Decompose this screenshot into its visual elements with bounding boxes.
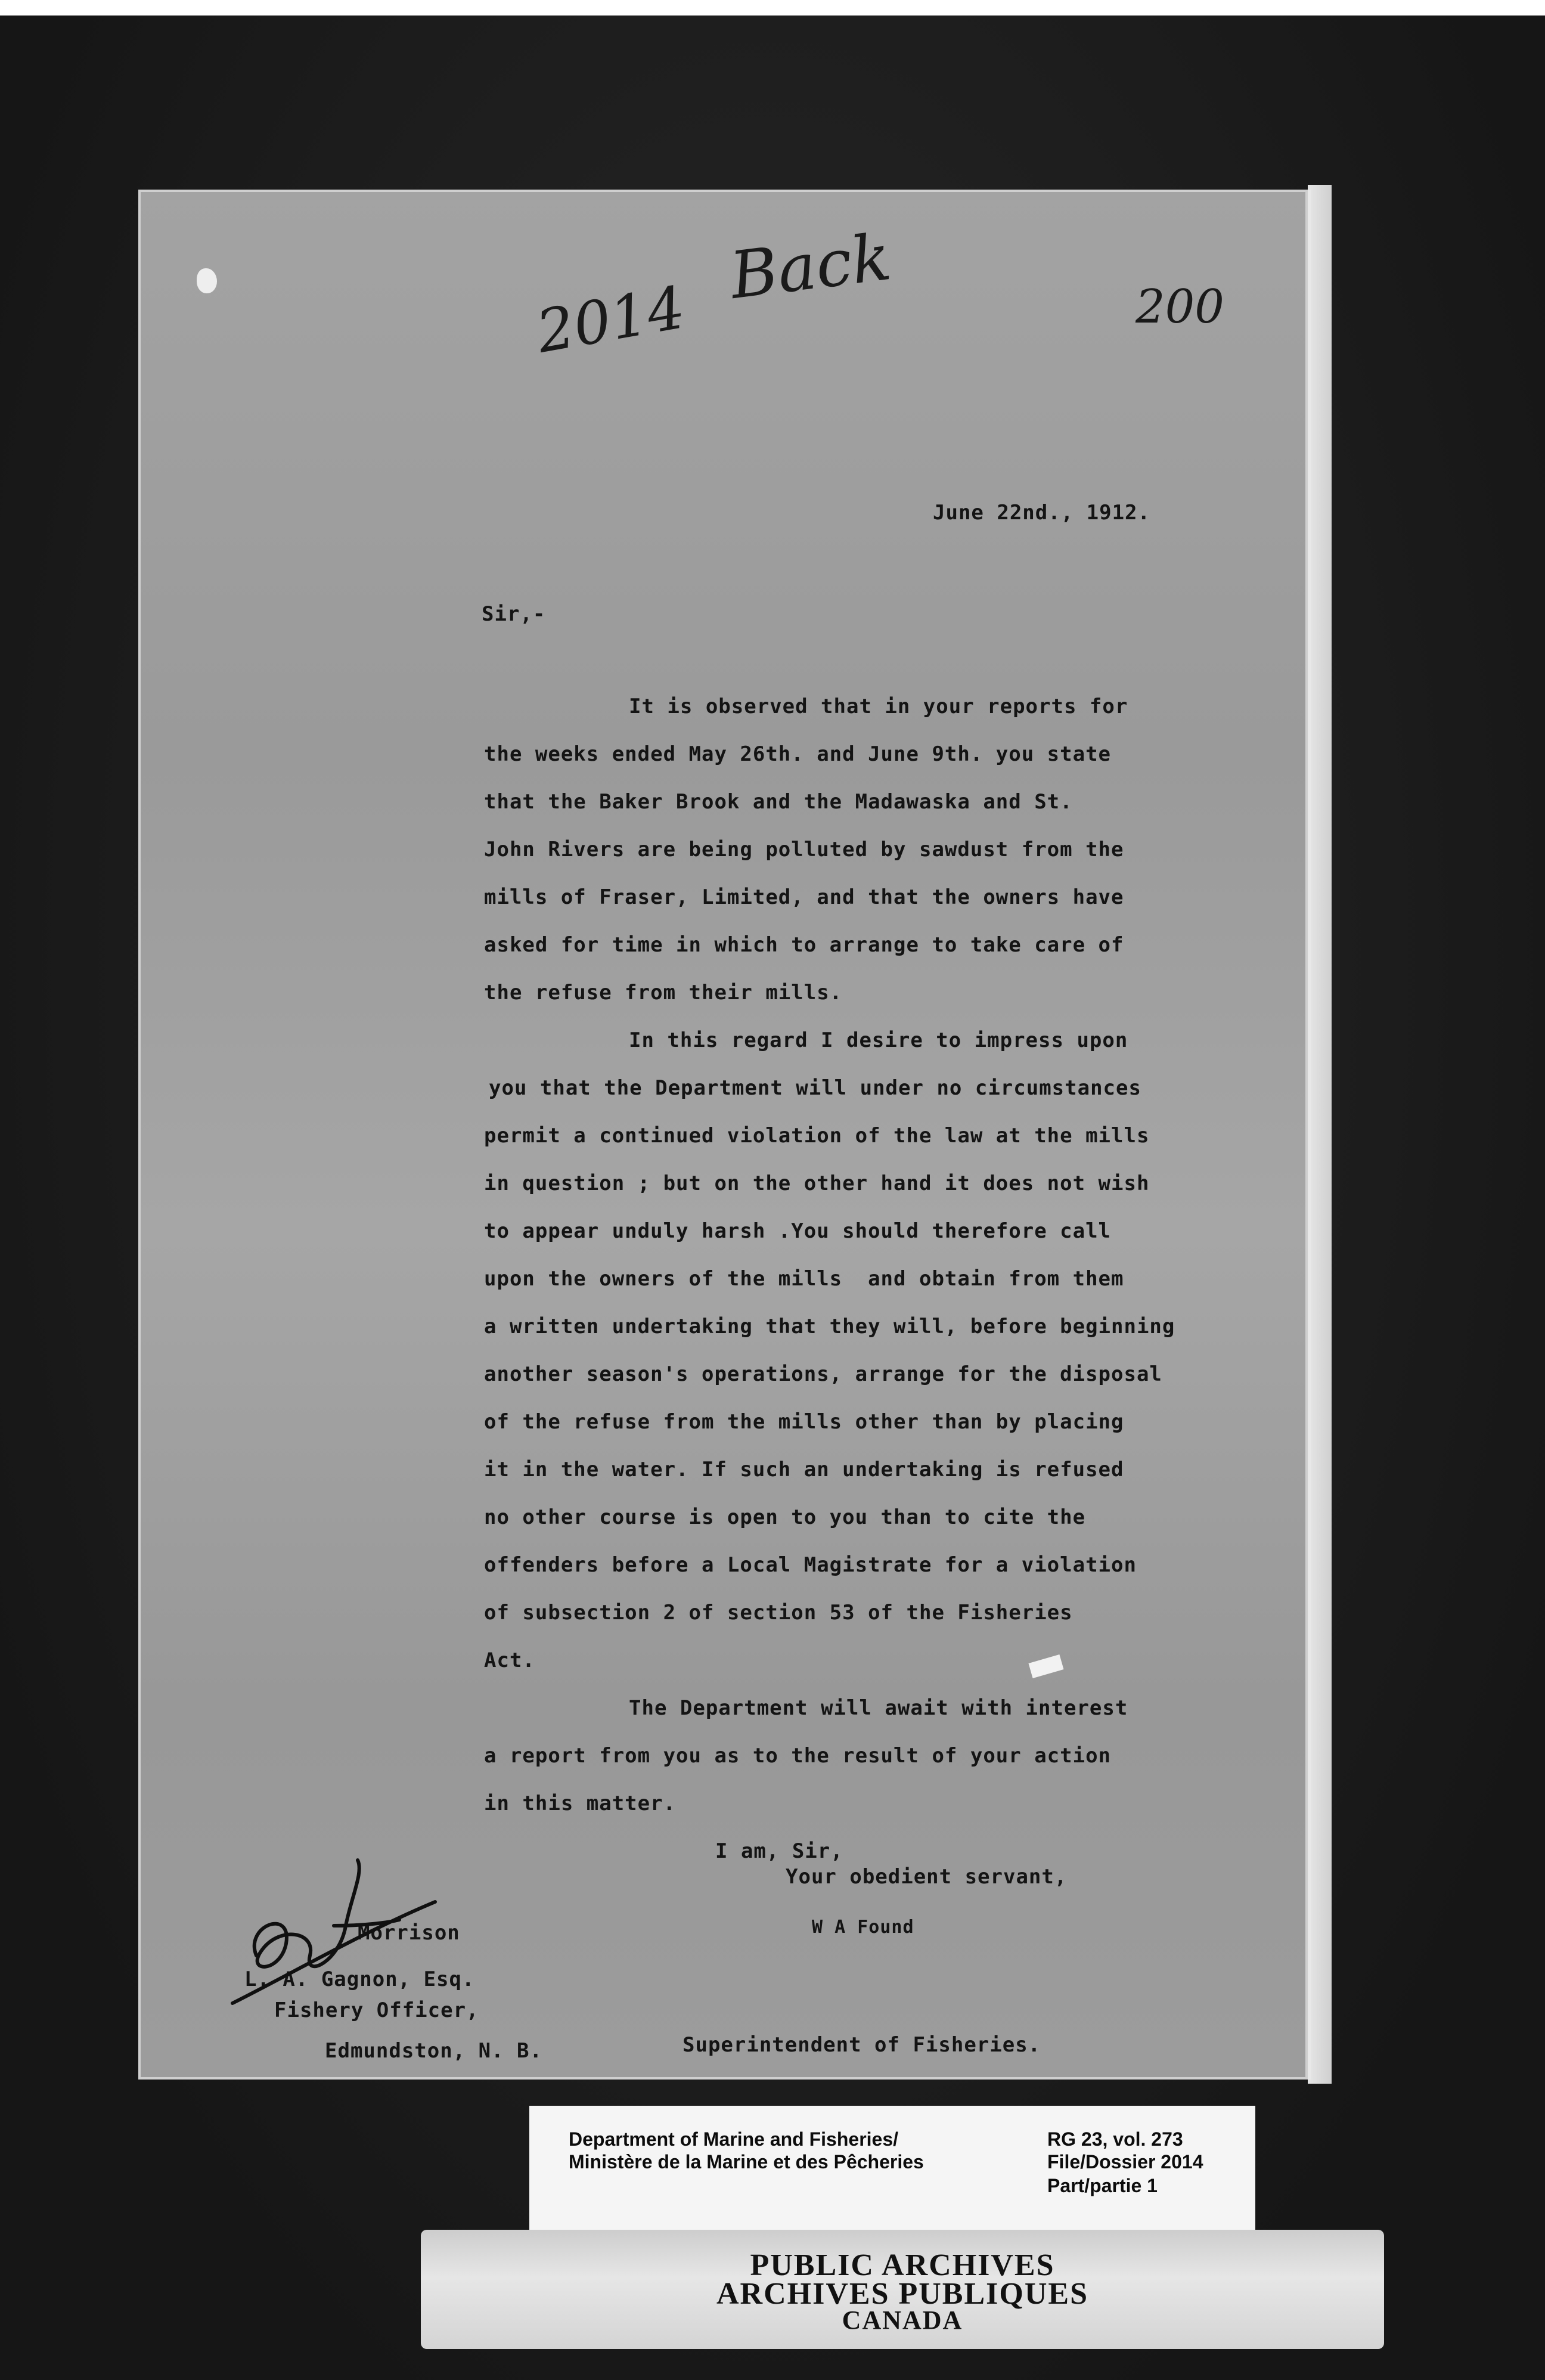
top-border [0,0,1545,16]
salutation: Sir,- [482,602,546,626]
punch-hole [197,268,217,293]
letter-line: it in the water. If such an undertaking is refused [484,1458,1124,1482]
letter-line: mills of Fraser, Limited, and that the owners have [484,885,1124,909]
letter-line: upon the owners of the mills and obtain from them [484,1267,1124,1291]
closing-line: Your obedient servant, [786,1865,1068,1889]
archive-stamp [421,2230,1384,2349]
label-record-group: RG 23, vol. 273 [1047,2128,1183,2150]
letter-line: of the refuse from the mills other than by placing [484,1410,1124,1434]
letter-line: a report from you as to the result of your action [484,1744,1112,1768]
handwritten-file-number: 2014 [531,274,690,367]
archive-reference-label [529,2106,1255,2238]
letter-line: no other course is open to you than to cite the [484,1505,1086,1529]
letter-line: in question ; but on the other hand it does not wish [484,1172,1150,1195]
handwritten-signature [221,1836,459,2018]
letter-line: a written undertaking that they will, before beginning [484,1315,1175,1338]
addressee-place: Edmundston, N. B. [325,2039,542,2063]
letter-line: The Department will await with interest [629,1696,1128,1720]
stamp-line: ARCHIVES PUBLIQUES [716,2277,1089,2311]
letter-line: the weeks ended May 26th. and June 9th. you state [484,742,1112,766]
label-part: Part/partie 1 [1047,2175,1158,2196]
typist-initials: Morrison [358,1921,460,1945]
letter-line: to appear unduly harsh .You should therefore call [484,1219,1112,1243]
letter-line: John Rivers are being polluted by sawdust from the [484,838,1124,861]
letter-line: offenders before a Local Magistrate for a violation [484,1553,1137,1577]
label-department-fr: Ministère de la Marine et des Pêcheries [569,2151,924,2173]
letter-line: another season's operations, arrange for the disposal [484,1362,1162,1386]
letter-line: the refuse from their mills. [484,981,843,1005]
letter-line: of subsection 2 of section 53 of the Fisheries [484,1601,1073,1625]
addressee-name: L. A. Gagnon, Esq. [244,1967,475,1991]
letter-line: Act. [484,1648,535,1672]
handwritten-page-number: 200 [1136,280,1224,334]
signer-title: Superintendent of Fisheries. [682,2033,1041,2057]
letter-date: June 22nd., 1912. [933,501,1150,525]
handwritten-word: Back [726,220,895,314]
letter-line: you that the Department will under no circumstances [489,1076,1141,1100]
letter-line: It is observed that in your reports for [629,695,1128,718]
letter-line: In this regard I desire to impress upon [629,1028,1128,1052]
stamp-line: PUBLIC ARCHIVES [750,2248,1055,2282]
letter-line: permit a continued violation of the law at the mills [484,1124,1150,1148]
label-file: File/Dossier 2014 [1047,2151,1203,2173]
paper-edge [1308,185,1332,2084]
label-department-en: Department of Marine and Fisheries/ [569,2128,899,2150]
signer-name: W A Found [812,1917,914,1938]
stamp-line: CANADA [842,2305,963,2335]
letter-line: in this matter. [484,1792,677,1815]
addressee-title: Fishery Officer, [274,1998,479,2022]
letter-line: that the Baker Brook and the Madawaska and St. [484,790,1073,814]
letter-line: asked for time in which to arrange to take care of [484,933,1124,957]
closing-line: I am, Sir, [715,1839,843,1863]
